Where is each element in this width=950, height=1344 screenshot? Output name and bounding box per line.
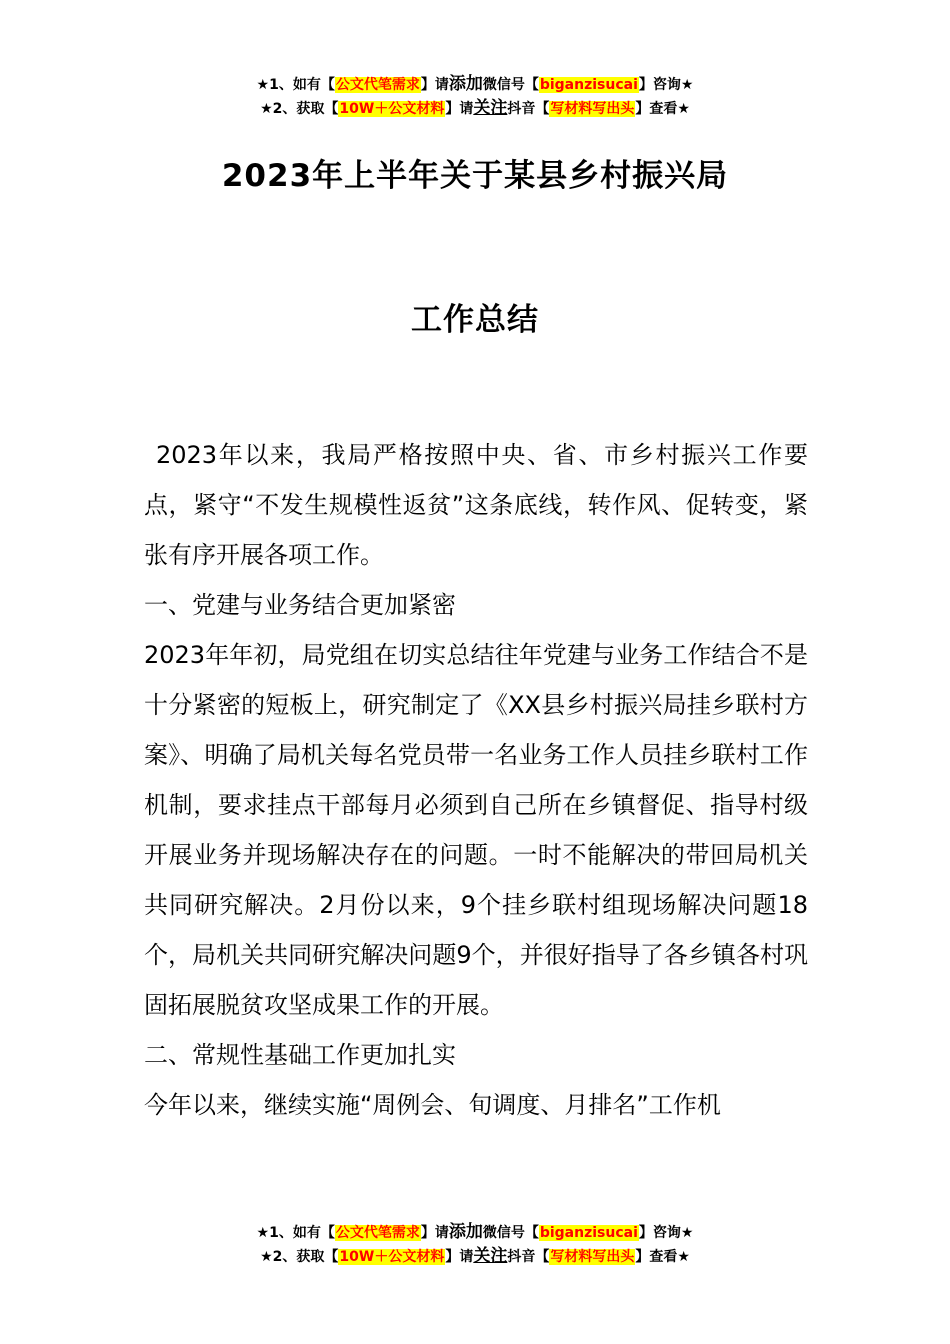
promo-emphasis: 添加 [448,74,483,94]
document-title-line-2: 工作总结 [411,302,539,338]
promo-emphasis: 添加 [448,1222,483,1242]
promo-text: 】咨询★ [638,1225,694,1241]
promo-text: ★2、获取【 [260,101,339,117]
promo-wechat-id: biganzisucai [539,77,638,93]
promo-text: 】请 [420,1225,449,1241]
footer-promo-banner [0,1220,950,1268]
promo-text: ★2、获取【 [260,1249,339,1265]
section-heading: 二、常规性基础工作更加扎实 [144,1041,456,1069]
promo-line-1 [0,72,950,96]
promo-text: 微信号【 [482,77,539,93]
promo-text: 】请 [445,101,474,117]
body-paragraph: 2023年年初，局党组在切实总结往年党建与业务工作结合不是十分紧密的短板上，研究制定了《XX县乡村振兴局挂乡联村方案》、明确了局机关每名党员带一名业务工作人员挂乡联村工作机制，要求挂点干部每月必须到自己所在乡镇督促、指导村级开展业务并现场解决存在的问题。一时不能解决的带回局机关共同研究解决。2月份以来，9个挂乡联村组现场解决问题18个，局机关共同研究解决问题9个，并很好指导了各乡镇各村巩固拓展脱贫攻坚成果工作的开展。 [144,641,808,1019]
promo-text: 】查看★ [635,101,690,117]
promo-text: 】查看★ [635,1249,690,1265]
promo-highlight: 公文代笔需求 [335,1225,420,1241]
promo-line-2 [0,96,950,120]
promo-emphasis: 关注 [473,1246,508,1266]
promo-highlight: 公文代笔需求 [335,77,420,93]
promo-emphasis: 关注 [473,98,508,118]
promo-text: 微信号【 [482,1225,539,1241]
document-body [144,430,808,1130]
promo-text: 】请 [420,77,449,93]
promo-text: 抖音【 [507,101,550,117]
header-promo-banner [0,72,950,120]
body-paragraph: 今年以来，继续实施“周例会、旬调度、月排名”工作机 [144,1091,721,1119]
section-heading: 一、党建与业务结合更加紧密 [144,591,456,619]
promo-douyin-id: 写材料写出头 [550,101,635,117]
promo-text: 抖音【 [507,1249,550,1265]
promo-line-2 [0,1244,950,1268]
document-title-line-1: 2023年上半年关于某县乡村振兴局 [221,158,729,194]
body-paragraph: 2023年以来，我局严格按照中央、省、市乡村振兴工作要点，紧守“不发生规模性返贫”这条底线，转作风、促转变，紧张有序开展各项工作。 [144,441,808,569]
promo-wechat-id: biganzisucai [539,1225,638,1241]
promo-douyin-id: 写材料写出头 [550,1249,635,1265]
promo-text: 】咨询★ [638,77,694,93]
promo-line-1 [0,1220,950,1244]
promo-text: 】请 [445,1249,474,1265]
promo-highlight: 10W＋公文材料 [339,1249,445,1265]
promo-text: ★1、如有【 [256,77,335,93]
promo-text: ★1、如有【 [256,1225,335,1241]
promo-highlight: 10W＋公文材料 [339,101,445,117]
